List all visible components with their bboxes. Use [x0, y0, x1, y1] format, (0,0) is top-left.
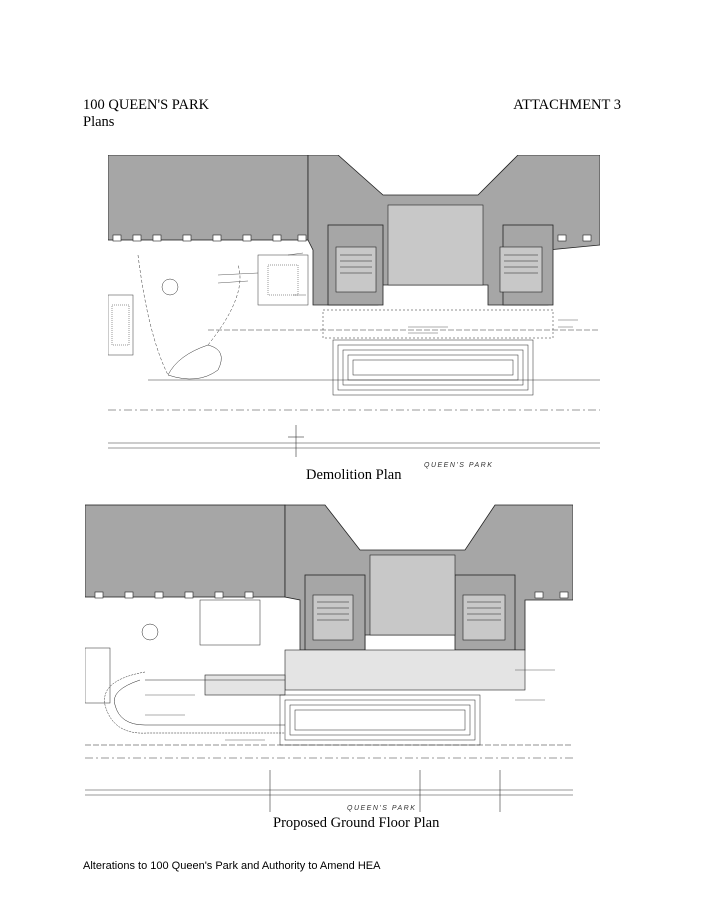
- document-subtitle: Plans: [83, 114, 115, 130]
- figure-caption-ground-floor: Proposed Ground Floor Plan: [273, 815, 440, 831]
- attachment-label: ATTACHMENT 3: [513, 97, 621, 113]
- street-label: QUEEN'S PARK: [347, 805, 417, 812]
- street-label: QUEEN'S PARK: [424, 462, 494, 469]
- document-title: 100 QUEEN'S PARK: [83, 97, 210, 113]
- figure-caption-demolition: Demolition Plan: [306, 467, 402, 483]
- demolition-plan-drawing: [108, 155, 600, 470]
- page-header-left: [83, 97, 209, 131]
- page-footer: Alterations to 100 Queen's Park and Authority to Amend HEA: [83, 860, 381, 872]
- ground-floor-plan-drawing: [85, 500, 573, 818]
